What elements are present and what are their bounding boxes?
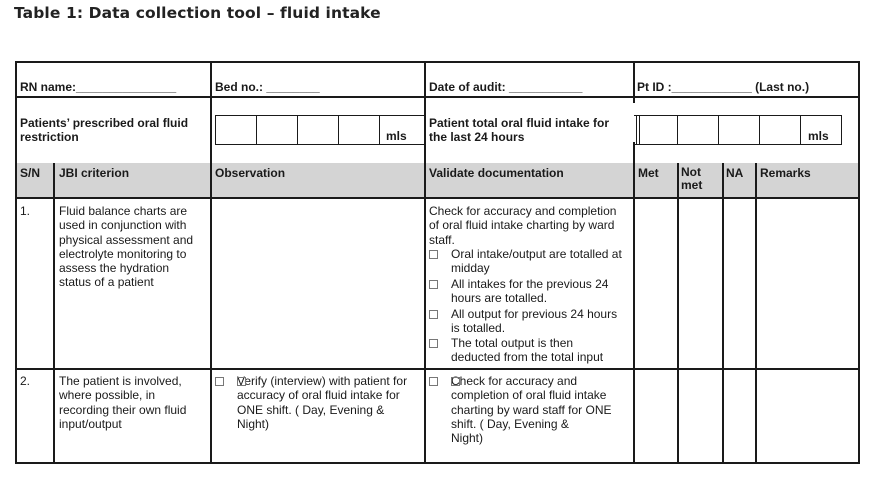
col-divider	[210, 61, 212, 464]
text: ONE shift. (	[237, 402, 300, 417]
checkbox[interactable]	[429, 310, 438, 319]
shift-day: Day,	[302, 402, 327, 417]
col-header-observation: Observation	[215, 166, 286, 180]
prescribed-restriction-label	[20, 116, 188, 145]
row-2-validate	[429, 374, 633, 449]
checkbox[interactable]	[429, 377, 438, 386]
row-1-criterion	[59, 204, 193, 290]
not-met-line: Not	[681, 165, 701, 179]
night-checkbox[interactable]	[237, 377, 246, 386]
shift-evening: Evening &	[514, 416, 569, 431]
col-header-criterion: JBI criterion	[59, 166, 130, 180]
total-intake-input[interactable]	[634, 115, 842, 145]
row-divider	[15, 96, 860, 98]
text: shift. (	[451, 416, 484, 431]
criterion-line: The patient is involved,	[59, 374, 182, 388]
criterion-line: input/output	[59, 416, 122, 431]
validate-line: of oral fluid intake charting by ward	[429, 218, 615, 233]
validate-item	[429, 307, 634, 336]
criterion-line: recording their own fluid	[59, 402, 187, 417]
validate-line: Check for accuracy and completion	[429, 204, 617, 218]
validate-line: Check for accuracy and	[451, 374, 578, 388]
criterion-line: used in conjunction with	[59, 218, 187, 233]
row-2-sn: 2.	[20, 374, 31, 388]
total-intake-label	[429, 116, 609, 145]
shift-evening: Evening &	[329, 402, 385, 417]
col-divider	[755, 163, 757, 464]
row-divider	[15, 197, 860, 199]
date-of-audit-field[interactable]: Date of audit: ___________	[429, 80, 583, 94]
checkbox[interactable]	[215, 377, 224, 386]
validate-item	[429, 336, 634, 365]
pt-id-field[interactable]: Pt ID :____________ (Last no.)	[637, 80, 810, 94]
col-header-validate: Validate documentation	[429, 166, 564, 180]
criterion-line: physical assessment and	[59, 232, 194, 247]
validate-item-line: deducted from the total input	[451, 350, 604, 365]
shift-night: Night)	[237, 416, 270, 431]
validate-line: completion of oral fluid intake	[451, 388, 607, 403]
prescribed-restriction-input[interactable]	[215, 115, 425, 145]
shift-night: Night)	[451, 431, 484, 446]
prescribed-label-line: Patients’ prescribed oral fluid	[20, 116, 189, 130]
validate-item-line: All output for previous 24 hours	[451, 307, 618, 321]
prescribed-unit: mls	[386, 129, 407, 143]
criterion-line: electrolyte monitoring to	[59, 246, 187, 261]
criterion-line: status of a patient	[59, 275, 154, 290]
validate-item-line: All intakes for the previous 24	[451, 277, 609, 291]
criterion-line: where possible, in	[59, 388, 156, 403]
validate-line	[451, 417, 612, 431]
table-title: Table 1: Data collection tool – fluid intake	[14, 4, 381, 22]
row-2-observation	[215, 374, 423, 434]
total-label-line: Patient total oral fluid intake for	[429, 116, 610, 130]
validate-item-line: Oral intake/output are totalled at	[451, 247, 622, 261]
total-label-line: the last 24 hours	[429, 130, 525, 145]
observation-line: Verify (interview) with patient for	[237, 374, 408, 388]
col-header-met: Met	[638, 166, 659, 180]
checkbox[interactable]	[429, 280, 438, 289]
criterion-line: Fluid balance charts are	[59, 204, 188, 218]
rn-name-field[interactable]: RN name:_______________	[20, 80, 177, 94]
checkbox[interactable]	[429, 250, 438, 259]
bed-no-field[interactable]: Bed no.: ________	[215, 80, 320, 94]
row-1-sn: 1.	[20, 204, 31, 218]
col-header-na: NA	[726, 166, 744, 180]
not-met-line: met	[681, 178, 703, 192]
col-header-not-met	[681, 166, 702, 192]
total-unit: mls	[808, 129, 829, 143]
validate-item-line: is totalled.	[451, 321, 506, 336]
validate-item-line: hours are totalled.	[451, 291, 548, 306]
observation-line: accuracy of oral fluid intake for	[237, 388, 400, 403]
col-divider	[722, 163, 724, 464]
validate-item	[429, 247, 634, 276]
shift-day: Day,	[487, 416, 511, 431]
prescribed-label-line: restriction	[20, 130, 79, 145]
row-2-criterion	[59, 374, 186, 431]
row-divider	[15, 368, 860, 370]
observation-line	[237, 417, 407, 431]
validate-item-line: The total output is then	[451, 336, 574, 350]
observation-line	[237, 403, 407, 417]
validate-item-line: midday	[451, 261, 490, 276]
col-header-sn: S/N	[20, 166, 41, 180]
checkbox[interactable]	[429, 339, 438, 348]
criterion-line: assess the hydration	[59, 261, 170, 276]
validate-item	[429, 277, 634, 306]
col-divider	[677, 163, 679, 464]
row-1-validate-intro	[429, 204, 616, 247]
col-divider	[633, 142, 635, 163]
col-divider	[633, 61, 635, 103]
col-divider	[53, 163, 55, 464]
validate-line: charting by ward staff for ONE	[451, 402, 612, 417]
col-header-remarks: Remarks	[760, 166, 811, 180]
night-checkbox[interactable]	[451, 377, 460, 386]
validate-line: staff.	[429, 232, 455, 247]
